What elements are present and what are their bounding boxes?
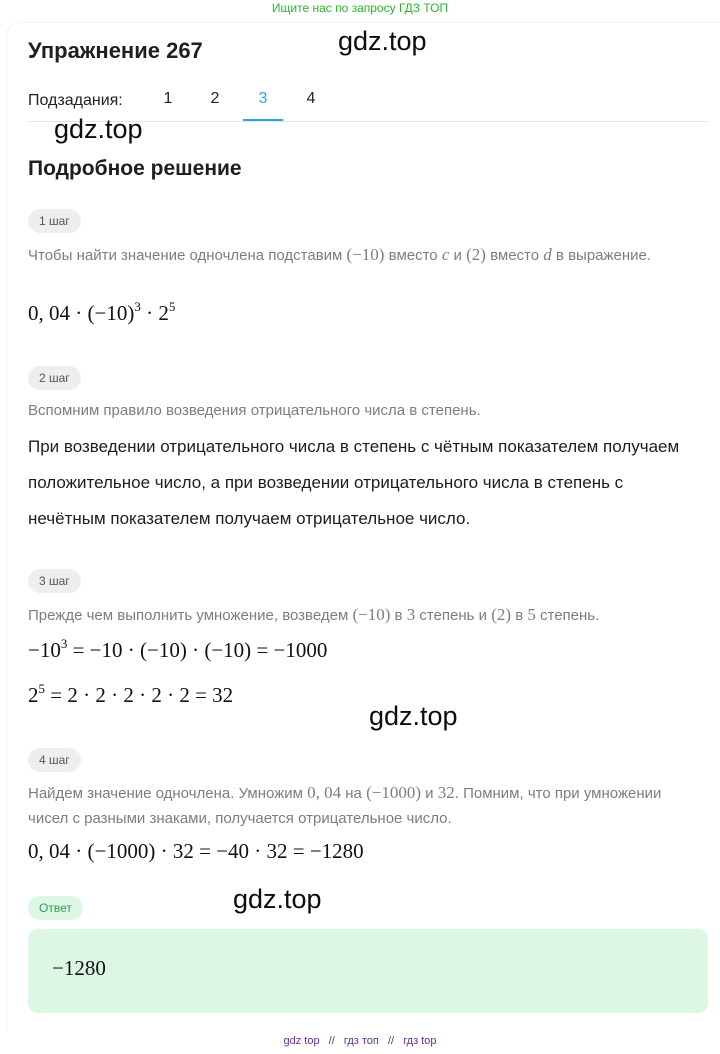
watermark: gdz.top — [233, 884, 322, 914]
active-tab-indicator — [243, 119, 283, 121]
search-hint-banner: Ищите нас по запросу ГДЗ ТОП — [271, 1, 449, 15]
step-text-part: и — [425, 785, 434, 802]
math-inline: d — [543, 245, 552, 264]
math-inline: 3 — [406, 605, 416, 624]
step-text-part: на — [345, 785, 362, 802]
eq-part: = −10 · (−10) · (−10) = −1000 — [67, 638, 328, 662]
step-text-part: в выражение. — [555, 247, 652, 264]
eq-part: = 2 · 2 · 2 · 2 · 2 = 32 — [45, 683, 234, 707]
exponent: 5 — [38, 681, 45, 696]
exponent: 3 — [134, 299, 141, 314]
page-title: Упражнение 267 — [28, 38, 203, 63]
step-text-part: в — [394, 607, 403, 624]
solution-heading: Подробное решение — [28, 157, 242, 180]
tab-subtask-3[interactable]: 3 — [258, 90, 268, 107]
answer-badge: Ответ — [28, 896, 83, 920]
footer-separator: // — [328, 1035, 335, 1047]
tab-subtask-2[interactable]: 2 — [210, 90, 220, 107]
step-2-badge: 2 шаг — [28, 366, 81, 390]
watermark: gdz.top — [369, 701, 458, 731]
equation-2 — [28, 638, 327, 663]
math-inline: (2) — [466, 245, 486, 264]
answer-value: −1280 — [52, 956, 106, 980]
step-text-part: в — [515, 607, 524, 624]
footer-link[interactable]: gdz top — [283, 1035, 320, 1047]
step-2-rule: При возведении отрицательного числа в степень с чётным показателем получаем положительное число, а при возведении отрицательного числа в степень с нечётным показателем получаем отрицательное число. — [28, 437, 680, 528]
eq-part: · 2 — [140, 301, 169, 325]
step-4-badge: 4 шаг — [28, 748, 81, 772]
answer-box — [28, 929, 708, 1013]
exponent: 3 — [60, 636, 68, 651]
eq-part: 0, 04 · (−10) — [28, 301, 135, 325]
step-text-part: степень. — [540, 607, 600, 624]
watermark: gdz.top — [338, 26, 427, 56]
step-1-text — [28, 242, 688, 268]
step-4-text — [28, 780, 688, 831]
equation-3 — [28, 683, 233, 708]
math-inline: (2) — [491, 605, 512, 624]
footer-link[interactable]: гдз топ — [343, 1035, 379, 1047]
math-inline: (−10) — [346, 245, 385, 264]
step-text-part: и — [453, 247, 462, 264]
math-inline: 32 — [437, 783, 455, 802]
math-inline: c — [441, 245, 450, 264]
tab-subtask-4[interactable]: 4 — [306, 90, 316, 107]
exponent: 5 — [168, 299, 176, 314]
step-text-part: вместо — [388, 247, 438, 264]
watermark: gdz.top — [54, 114, 143, 144]
math-inline: (−1000) — [366, 783, 421, 802]
math-inline: 5 — [527, 605, 536, 624]
footer-links — [0, 1035, 720, 1047]
step-3-text — [28, 602, 688, 628]
math-inline: (−10) — [352, 605, 391, 624]
eq-part: 2 — [28, 683, 39, 707]
step-1-badge: 1 шаг — [28, 209, 81, 233]
step-text-part: вместо — [490, 247, 540, 264]
step-text-part: Чтобы найти значение одночлена подставим — [28, 247, 343, 264]
tab-subtask-1[interactable]: 1 — [163, 90, 173, 107]
equation-1 — [28, 301, 175, 326]
footer-separator: // — [387, 1035, 395, 1047]
step-text-part: Прежде чем выполнить умножение, возведем — [28, 607, 349, 624]
footer-link[interactable]: гдз top — [403, 1035, 437, 1047]
math-inline: 0, 04 — [307, 783, 342, 802]
equation-4: 0, 04 · (−1000) · 32 = −40 · 32 = −1280 — [28, 839, 364, 863]
step-text-part: Найдем значение одночлена. Умножим — [28, 785, 303, 802]
step-text-part: степень и — [419, 607, 488, 624]
step-2-note: Вспомним правило возведения отрицательного числа в степень. — [28, 402, 481, 419]
eq-part: −10 — [28, 638, 61, 662]
step-text-part: . Помним, что при умножении чисел с разными знаками, получается отрицательное число. — [28, 785, 662, 827]
step-3-badge: 3 шаг — [28, 569, 81, 593]
subtasks-label: Подзадания: — [28, 92, 123, 109]
